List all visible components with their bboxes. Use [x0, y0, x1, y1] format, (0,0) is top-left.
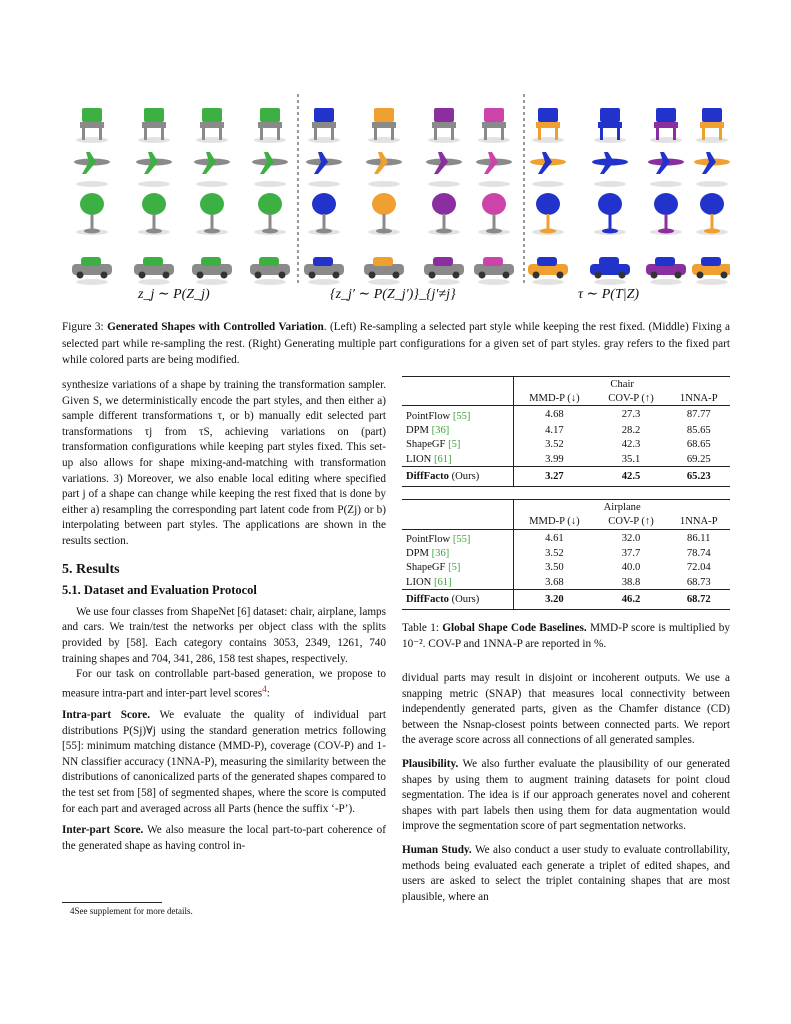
shape-thumbnail-chair-leg	[161, 128, 164, 140]
shape-thumbnail-lamp-base	[486, 229, 502, 234]
figure-3	[62, 90, 730, 306]
shape-thumbnail-chair-shadow	[138, 137, 170, 143]
inter-part-text: We also measure the local part-to-part coherence of the generated shape as having control in-	[62, 824, 386, 852]
table-row-ours	[402, 467, 730, 487]
table-row	[402, 452, 730, 467]
protocol-text: For our task on controllable part-based generation, we propose to measure intra-part and inter-part level scores	[62, 668, 386, 700]
shape-thumbnail-lamp-pole	[547, 214, 550, 230]
shape-thumbnail-chair-seat	[200, 122, 224, 128]
cell: 87.77	[686, 409, 711, 421]
shape-thumbnail-car-cabin	[655, 257, 675, 266]
shape-thumbnail-car-shadow	[138, 279, 170, 285]
shape-thumbnail-car-wheel	[721, 272, 728, 279]
shape-thumbnail-lamp-shade	[700, 193, 724, 215]
shape-thumbnail-car-shadow	[478, 279, 510, 285]
shape-thumbnail-chair-seat	[700, 122, 724, 128]
shape-thumbnail-lamp-base	[146, 229, 162, 234]
shape-thumbnail-lamp-base	[658, 229, 674, 234]
shape-thumbnail-car-wheel	[479, 272, 486, 279]
shape-thumbnail-lamp-pole	[153, 214, 156, 230]
shape-thumbnail-car-wheel	[619, 272, 626, 279]
shape-thumbnail-chair-seat	[258, 122, 282, 128]
shape-thumbnail-chair-leg	[331, 128, 334, 140]
table-row	[402, 561, 730, 575]
shape-thumbnail-airplane-shadow	[196, 181, 228, 187]
figure-3-grid	[62, 90, 730, 306]
shape-thumbnail-lamp-pole	[493, 214, 496, 230]
shape-thumbnail-car-cabin	[201, 257, 221, 266]
shape-thumbnail-chair-back	[82, 108, 102, 122]
shape-thumbnail-chair-seat	[598, 122, 622, 128]
table-row	[402, 424, 730, 438]
ours-suffix: (Ours)	[451, 471, 480, 483]
table-header: COV-P (↑)	[608, 515, 654, 527]
cell: 4.61	[545, 532, 564, 544]
shape-thumbnail-chair-back	[656, 108, 676, 122]
cell: 46.2	[621, 594, 641, 606]
cell: 4.68	[545, 409, 564, 421]
cell: 68.65	[686, 439, 711, 451]
shape-thumbnail-lamp-shade	[142, 193, 166, 215]
shape-thumbnail-car-wheel	[139, 272, 146, 279]
ours-suffix: (Ours)	[451, 594, 480, 606]
shape-thumbnail-car-cabin	[81, 257, 101, 266]
shape-thumbnail-car-cabin	[599, 257, 619, 266]
shape-thumbnail-car-wheel	[393, 272, 400, 279]
shape-thumbnail-car-wheel	[333, 272, 340, 279]
subfig-label-right: τ ∼ P(T|Z)	[578, 287, 640, 302]
shape-thumbnail-car-wheel	[163, 272, 170, 279]
shape-thumbnail-lamp-pole	[269, 214, 272, 230]
table-class-airplane: Airplane	[603, 501, 641, 513]
shape-thumbnail-chair-back	[374, 108, 394, 122]
shape-thumbnail-airplane-shadow	[650, 181, 682, 187]
shape-thumbnail-car-wheel	[221, 272, 228, 279]
shape-thumbnail-car-wheel	[77, 272, 84, 279]
shape-thumbnail-chair-leg	[673, 128, 676, 140]
cell: 3.20	[545, 594, 564, 606]
shape-thumbnail-car-cabin	[313, 257, 333, 266]
footnote: 4See supplement for more details.	[70, 906, 193, 916]
method-name: ShapeGF	[406, 439, 446, 451]
figure-caption	[62, 319, 730, 369]
cell: 68.72	[686, 594, 711, 606]
footnote-rule	[62, 902, 162, 903]
shape-thumbnail-chair-seat	[372, 122, 396, 128]
shape-thumbnail-car-wheel	[533, 272, 540, 279]
intra-part-paragraph	[62, 708, 386, 817]
shape-thumbnail-lamp-base	[262, 229, 278, 234]
cell: 78.74	[686, 548, 711, 560]
shape-thumbnail-lamp-base	[84, 229, 100, 234]
shape-thumbnail-car-cabin	[537, 257, 557, 266]
subfig-label-left: z_j ∼ P(Z_j)	[138, 287, 210, 302]
shape-thumbnail-car-cabin	[701, 257, 721, 266]
table-header: MMD-P (↓)	[529, 515, 580, 527]
inter-part-paragraph	[62, 823, 386, 854]
intra-part-heading: Intra-part Score.	[62, 709, 151, 722]
table-header: COV-P (↑)	[608, 392, 654, 404]
shape-thumbnail-chair-leg	[501, 128, 504, 140]
shape-thumbnail-chair-leg	[219, 128, 222, 140]
shape-thumbnail-car-cabin	[483, 257, 503, 266]
cell: 85.65	[686, 425, 711, 437]
shape-thumbnail-lamp-pole	[383, 214, 386, 230]
cell: 38.8	[621, 576, 641, 588]
citation-link[interactable]: [61]	[433, 576, 452, 588]
shape-thumbnail-lamp-shade	[80, 193, 104, 215]
shape-thumbnail-chair-shadow	[428, 137, 460, 143]
shape-thumbnail-chair-seat	[536, 122, 560, 128]
method-name: PointFlow	[406, 410, 451, 422]
shape-thumbnail-car-wheel	[675, 272, 682, 279]
shape-thumbnail-chair-leg	[451, 128, 454, 140]
shape-thumbnail-chair-shadow	[368, 137, 400, 143]
shape-thumbnail-chair-leg	[277, 128, 280, 140]
shape-thumbnail-car-cabin	[373, 257, 393, 266]
shape-thumbnail-car-wheel	[197, 272, 204, 279]
shape-thumbnail-chair-shadow	[650, 137, 682, 143]
shape-thumbnail-lamp-pole	[323, 214, 326, 230]
shape-thumbnail-chair-back	[484, 108, 504, 122]
table-row	[402, 547, 730, 561]
shape-thumbnail-chair-leg	[99, 128, 102, 140]
cell: 37.7	[621, 548, 641, 560]
shape-thumbnail-car-wheel	[369, 272, 376, 279]
caption-text: . (Left) Re-sampling a selected part style while keeping the rest fixed. (Middle) Fixing a selected part while re-sampling the rest. (Right) Generating multiple part configurations for a given set of part styles. gray refers to the fixed part while colored parts are being modified.	[62, 321, 730, 366]
shape-thumbnail-chair-leg	[656, 128, 659, 140]
shape-thumbnail-lamp-shade	[482, 193, 506, 215]
shape-thumbnail-lamp-base	[316, 229, 332, 234]
shape-thumbnail-chair-back	[538, 108, 558, 122]
citation-link[interactable]: [36]	[431, 548, 450, 560]
cell: 4.17	[545, 425, 564, 437]
caption-label: Figure 3:	[62, 321, 104, 333]
shape-thumbnail-chair-leg	[374, 128, 377, 140]
shape-thumbnail-chair-back	[314, 108, 334, 122]
table-chair	[402, 376, 730, 487]
shape-thumbnail-chair-back	[202, 108, 222, 122]
shape-thumbnail-chair-shadow	[76, 137, 108, 143]
shape-thumbnail-lamp-base	[540, 229, 556, 234]
shape-thumbnail-chair-shadow	[196, 137, 228, 143]
shape-thumbnail-chair-shadow	[532, 137, 564, 143]
shape-thumbnail-lamp-shade	[598, 193, 622, 215]
shape-thumbnail-chair-leg	[260, 128, 263, 140]
shape-thumbnail-chair-leg	[202, 128, 205, 140]
shape-thumbnail-chair-shadow	[254, 137, 286, 143]
table-row-ours	[402, 590, 730, 610]
table-caption-text: MMD-P score is multiplied by 10⁻². COV-P and 1NNA-P are reported in %.	[402, 622, 730, 651]
shape-thumbnail-car-shadow	[650, 279, 682, 285]
shape-thumbnail-car-cabin	[433, 257, 453, 266]
table-row	[402, 406, 730, 424]
table-header: 1NNA-P	[679, 515, 718, 527]
shape-thumbnail-chair-shadow	[308, 137, 340, 143]
shape-thumbnail-chair-seat	[482, 122, 506, 128]
shape-thumbnail-chair-seat	[312, 122, 336, 128]
method-name: LION	[406, 453, 432, 465]
shape-thumbnail-car-cabin	[143, 257, 163, 266]
human-study-heading: Human Study.	[402, 843, 472, 856]
citation-link[interactable]: [5]	[448, 439, 461, 451]
cell: 72.04	[686, 562, 711, 574]
shape-thumbnail-lamp-shade	[372, 193, 396, 215]
table-header: MMD-P (↓)	[529, 392, 580, 404]
citation-link[interactable]: [5]	[448, 562, 461, 574]
inter-part-heading: Inter-part Score.	[62, 824, 144, 837]
method-name: DiffFacto	[406, 594, 449, 606]
shape-thumbnail-chair-leg	[484, 128, 487, 140]
cell: 3.50	[545, 562, 564, 574]
shape-thumbnail-lamp-shade	[258, 193, 282, 215]
shape-thumbnail-airplane-shadow	[254, 181, 286, 187]
shape-thumbnail-chair-shadow	[594, 137, 626, 143]
shape-thumbnail-chair-back	[434, 108, 454, 122]
shape-thumbnail-car-shadow	[76, 279, 108, 285]
shape-thumbnail-car-wheel	[429, 272, 436, 279]
shape-thumbnail-airplane-shadow	[138, 181, 170, 187]
shape-thumbnail-lamp-shade	[536, 193, 560, 215]
shape-thumbnail-chair-back	[600, 108, 620, 122]
shape-thumbnail-airplane-shadow	[696, 181, 728, 187]
caption-title: Generated Shapes with Controlled Variation	[107, 321, 324, 333]
shape-thumbnail-car-shadow	[368, 279, 400, 285]
shape-thumbnail-chair-shadow	[696, 137, 728, 143]
shape-thumbnail-airplane-shadow	[76, 181, 108, 187]
shape-thumbnail-lamp-pole	[91, 214, 94, 230]
method-name: ShapeGF	[406, 562, 446, 574]
method-name: DiffFacto	[406, 471, 449, 483]
cell: 27.3	[621, 409, 641, 421]
shape-thumbnail-lamp-shade	[432, 193, 456, 215]
shape-thumbnail-chair-leg	[702, 128, 705, 140]
shape-thumbnail-lamp-shade	[200, 193, 224, 215]
right-paragraph-snap: dividual parts may result in disjoint or incoherent outputs. We use a snapping metric (SNAP) that measures local connectivity between independently generated parts, given as the Chamfer distance (CD) between the Nsnap-closest points between connected parts. We report the average score across all connections of all generated samples.	[402, 672, 730, 747]
shape-thumbnail-car-wheel	[279, 272, 286, 279]
shape-thumbnail-car-shadow	[428, 279, 460, 285]
citation-link[interactable]: [55]	[452, 410, 471, 422]
cell: 68.73	[686, 576, 711, 588]
shape-thumbnail-chair-seat	[80, 122, 104, 128]
shape-thumbnail-chair-leg	[144, 128, 147, 140]
results-table	[402, 376, 730, 652]
shape-thumbnail-car-wheel	[309, 272, 316, 279]
shape-thumbnail-lamp-base	[436, 229, 452, 234]
table-row	[402, 575, 730, 590]
shape-thumbnail-car-wheel	[255, 272, 262, 279]
section-heading-results: 5. Results	[62, 561, 120, 577]
shape-thumbnail-chair-back	[702, 108, 722, 122]
shape-thumbnail-lamp-base	[704, 229, 720, 234]
shape-thumbnail-chair-leg	[82, 128, 85, 140]
shape-thumbnail-car-shadow	[196, 279, 228, 285]
shape-thumbnail-airplane-shadow	[478, 181, 510, 187]
table-caption-label: Table 1:	[402, 622, 439, 635]
shape-thumbnail-chair-back	[260, 108, 280, 122]
table-class-chair: Chair	[610, 378, 634, 390]
left-paragraph-1: synthesize variations of a shape by training the transformation sampler. Given S, we deterministically encode the part styles, and then either a) sample different transformations τ, or b) manually edit selected part transformations τj from τS, achieving variations on (part) transformation configurations while keeping part styles fixed. This set-up also allows for shape mixing-and-matching with transformation variations. 3) Moreover, we also enable local editing where specified part j of a shape can change while keeping the rest fixed that is done by either a) resampling the corresponding part latent code from P(Zj) or b) interpolating between part styles. The applications are shown in the results section.	[62, 379, 386, 547]
right-column	[402, 671, 730, 905]
table-row	[402, 529, 730, 547]
left-paragraph-protocol	[62, 667, 386, 702]
shape-thumbnail-airplane-shadow	[368, 181, 400, 187]
protocol-colon: :	[266, 687, 270, 700]
plausibility-heading: Plausibility.	[402, 757, 459, 770]
shape-thumbnail-chair-seat	[432, 122, 456, 128]
shape-thumbnail-airplane-shadow	[532, 181, 564, 187]
cell: 28.2	[621, 425, 641, 437]
cell: 32.0	[621, 532, 641, 544]
shape-thumbnail-car-wheel	[101, 272, 108, 279]
cell: 3.27	[545, 471, 564, 483]
cell: 42.3	[621, 439, 641, 451]
table-caption-title: Global Shape Code Baselines.	[442, 622, 587, 635]
shape-thumbnail-chair-leg	[434, 128, 437, 140]
shape-thumbnail-chair-leg	[617, 128, 620, 140]
subsection-heading-dataset: 5.1. Dataset and Evaluation Protocol	[62, 583, 257, 598]
human-study-paragraph	[402, 843, 730, 905]
cell: 69.25	[686, 453, 711, 465]
shape-thumbnail-chair-shadow	[478, 137, 510, 143]
table-caption	[402, 620, 730, 652]
plausibility-text: We also further evaluate the plausibility of our generated shapes by using them to augment training datasets for point cloud segmentation. The idea is if our approach generates novel and coherent shapes with part labels then using them for data augmentation would improve the segmentation score of part segmentation networks.	[402, 757, 730, 833]
shape-thumbnail-lamp-shade	[654, 193, 678, 215]
shape-thumbnail-car-wheel	[697, 272, 704, 279]
shape-thumbnail-car-shadow	[696, 279, 728, 285]
method-name: PointFlow	[406, 534, 451, 546]
plausibility-paragraph	[402, 757, 730, 835]
table-header: 1NNA-P	[679, 392, 718, 404]
shape-thumbnail-lamp-pole	[443, 214, 446, 230]
cell: 35.1	[621, 453, 641, 465]
shape-thumbnail-car-wheel	[503, 272, 510, 279]
shape-thumbnail-car-wheel	[557, 272, 564, 279]
shape-thumbnail-car-cabin	[259, 257, 279, 266]
cell: 3.52	[545, 439, 564, 451]
cell: 42.5	[621, 471, 641, 483]
shape-thumbnail-chair-leg	[538, 128, 541, 140]
shape-thumbnail-chair-seat	[142, 122, 166, 128]
table-row	[402, 438, 730, 452]
left-column	[62, 378, 386, 854]
cell: 65.23	[686, 471, 711, 483]
shape-thumbnail-chair-back	[144, 108, 164, 122]
shape-thumbnail-chair-leg	[314, 128, 317, 140]
shape-thumbnail-car-shadow	[532, 279, 564, 285]
shape-thumbnail-lamp-pole	[665, 214, 668, 230]
cell: 40.0	[621, 562, 641, 574]
subfig-label-middle: {z_j′ ∼ P(Z_j′)}_{j′≠j}	[330, 287, 456, 302]
citation-link[interactable]: [55]	[452, 534, 471, 546]
shape-thumbnail-car-shadow	[594, 279, 626, 285]
cell: 86.11	[687, 532, 711, 544]
shape-thumbnail-car-shadow	[308, 279, 340, 285]
citation-link[interactable]: [61]	[433, 453, 452, 465]
shape-thumbnail-airplane-shadow	[428, 181, 460, 187]
cell: 3.52	[545, 548, 564, 560]
method-name: DPM	[406, 548, 429, 560]
shape-thumbnail-chair-seat	[654, 122, 678, 128]
shape-thumbnail-lamp-shade	[312, 193, 336, 215]
shape-thumbnail-car-wheel	[651, 272, 658, 279]
cell: 3.68	[545, 576, 564, 588]
shape-thumbnail-lamp-pole	[211, 214, 214, 230]
intra-part-text: We evaluate the quality of individual part distributions P(Sj)∀j using the standard generation metrics following [55]: minimum matching distance (MMD-P), coverage (COV-P) and 1-NN classifier accuracy (1NNA-P), measuring the similarity between the distributions of canonicalized parts of the generated shapes compared to the test set from [58] of segmented shapes, where the score is computed for each part and averaged across all Parts (hence the suffix ‘-P’).	[62, 709, 386, 815]
shape-thumbnail-car-wheel	[453, 272, 460, 279]
shape-thumbnail-chair-leg	[719, 128, 722, 140]
shape-thumbnail-lamp-base	[204, 229, 220, 234]
table-airplane	[402, 499, 730, 610]
shape-thumbnail-car-shadow	[254, 279, 286, 285]
shape-thumbnail-car-wheel	[595, 272, 602, 279]
cell: 3.99	[545, 453, 564, 465]
shape-thumbnail-lamp-base	[602, 229, 618, 234]
shape-thumbnail-airplane-shadow	[594, 181, 626, 187]
shape-thumbnail-chair-leg	[555, 128, 558, 140]
footnote-marker[interactable]: 4	[262, 684, 267, 695]
human-study-text: We also conduct a user study to evaluate controllability, methods being evaluated each generate a triplet of edited shapes, and users are asked to select the triplet containing shapes that are most plausible, where an	[402, 843, 730, 903]
method-name: DPM	[406, 425, 429, 437]
shape-thumbnail-lamp-pole	[711, 214, 714, 230]
citation-link[interactable]: [36]	[431, 425, 450, 437]
left-paragraph-dataset: We use four classes from ShapeNet [6] dataset: chair, airplane, lamps and cars. We train/test the networks per object class with the splits provided by [58]. Each category contains 3053, 2349, 1261, 740 training shapes and 704, 341, 286, 158 test shapes, respectively.	[62, 605, 386, 665]
method-name: LION	[406, 576, 432, 588]
shape-thumbnail-chair-leg	[391, 128, 394, 140]
shape-thumbnail-lamp-base	[376, 229, 392, 234]
shape-thumbnail-lamp-pole	[609, 214, 612, 230]
shape-thumbnail-chair-leg	[600, 128, 603, 140]
shape-thumbnail-airplane-shadow	[308, 181, 340, 187]
